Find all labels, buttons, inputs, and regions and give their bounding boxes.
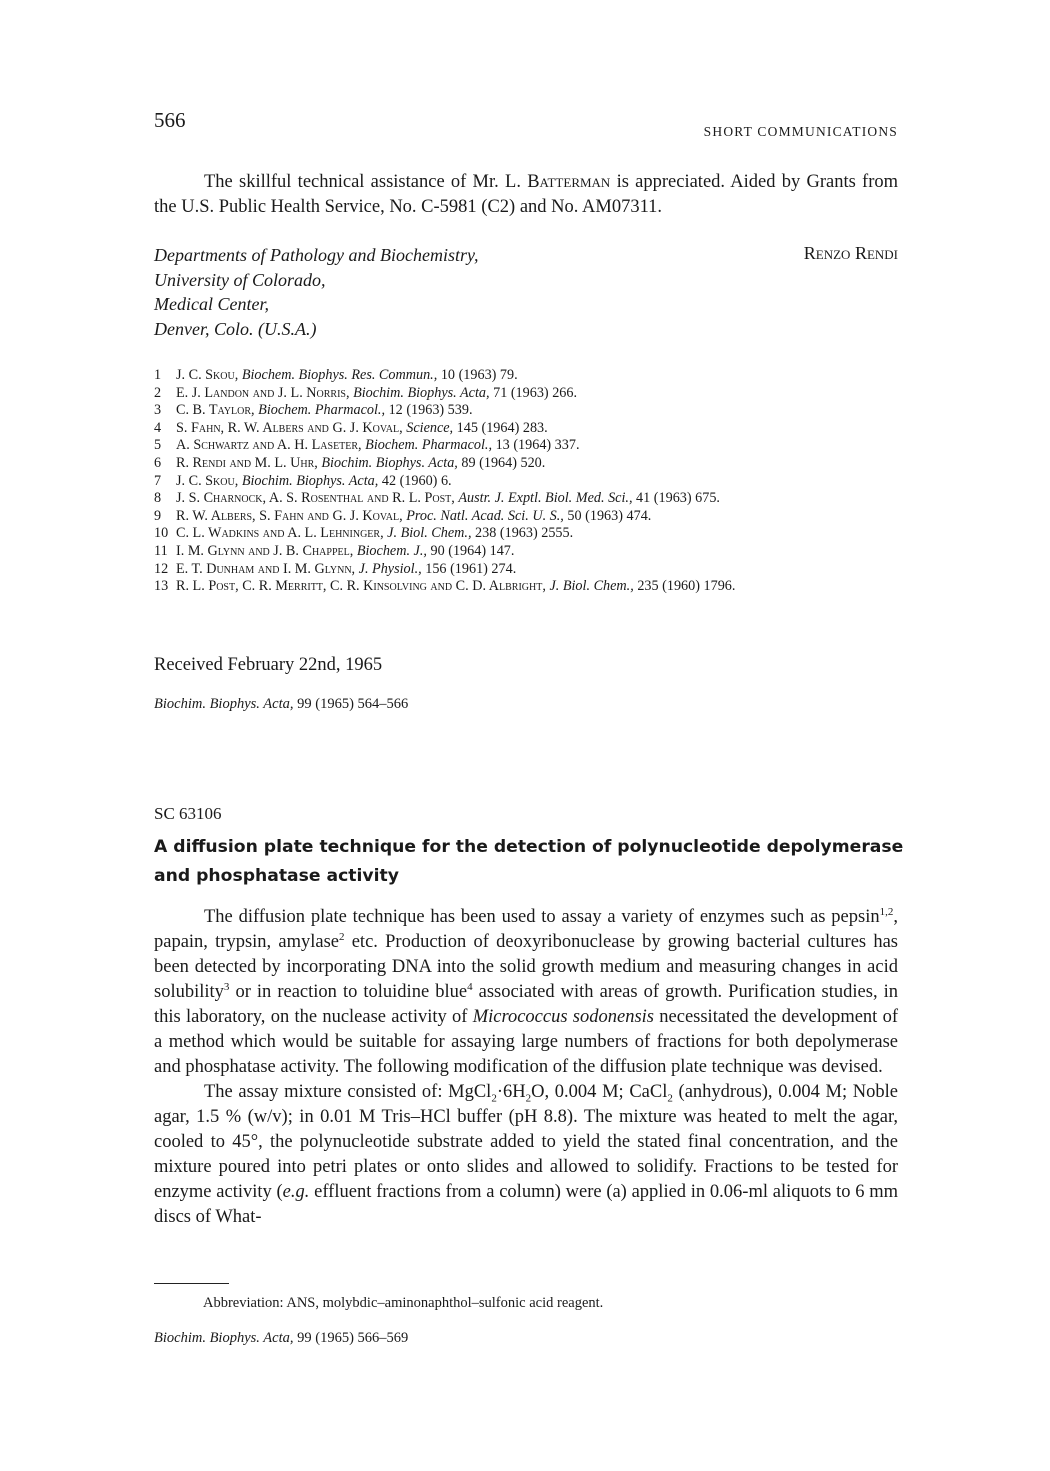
reference-number: 11 [154, 542, 168, 559]
article-code: SC 63106 [154, 804, 222, 823]
article-title: A diffusion plate technique for the detection of polynucleotide depolymerase and phosphatase activity [154, 837, 904, 886]
reference-number: 4 [154, 419, 162, 436]
reference-journal: Biochem. Pharmacol., [258, 402, 386, 419]
author-name: Renzo Rendi [803, 243, 898, 263]
reference-details: 90 (1964) 147. [430, 542, 515, 559]
reference-number: 10 [154, 525, 169, 542]
body-paragraph-1: The diffusion plate technique has been used to assay a variety of enzymes such as pepsin$^{1,2}$, papain, trypsin, amylase$^2$ etc. Production of deoxyribonuclease by growing bacterial cultures has been detected by incorporating DNA into the solid growth medium and measuring changes in acid solubility$^3$ or in reaction to toluidine blue$^4$ associated with areas of growth. Purification studies, in this laboratory, on the nuclease activity of Micrococcus sodonensis necessitated the development of a method which would be suitable for assaying large numbers of fractions for both depolymerase and phosphatase activity. The following modification of the diffusion plate technique was devised. [154, 905, 899, 1077]
reference-authors: A. Schwartz and A. H. Laseter, [176, 437, 362, 454]
reference-authors: R. L. Post, C. R. Merritt, C. R. Kinsolving and C. D. Albright, [176, 578, 546, 595]
reference-details: 235 (1960) 1796. [637, 578, 736, 595]
reference-authors: R. W. Albers, S. Fahn and G. J. Koval, [176, 507, 403, 524]
reference-journal: Biochim. Biophys. Acta, [321, 454, 458, 471]
received-date: Received February 22nd, 1965 [154, 655, 383, 675]
reference-journal: Biochem. Biophys. Res. Commun., [241, 367, 438, 383]
reference-item [154, 455, 898, 473]
journal-citation-current: Biochim. Biophys. Acta, 99 (1965) 566–569 [154, 1330, 409, 1346]
reference-item [154, 385, 898, 403]
reference-item [154, 561, 898, 579]
acknowledged-person: Batterman [527, 172, 611, 192]
acknowledgement: The skillful technical assistance of Mr. L. Batterman is appreciated. Aided by Grants from the U.S. Public Health Service, No. C-5981 (C2) and No. AM07311. [154, 172, 898, 217]
reference-authors: J. S. Charnock, A. S. Rosenthal and R. L. Post, [176, 490, 455, 507]
organism-name: Micrococcus sodonensis [472, 1007, 655, 1027]
running-head: SHORT COMMUNICATIONS [703, 124, 898, 139]
reference-number: 1 [154, 367, 162, 383]
reference-authors: R. Rendi and M. L. Uhr, [176, 454, 318, 471]
reference-number: 8 [154, 490, 162, 507]
reference-authors: C. B. Taylor, [176, 402, 255, 419]
reference-item [154, 402, 898, 420]
reference-item [154, 578, 898, 596]
reference-authors: I. M. Glynn and J. B. Chappel, [176, 542, 354, 559]
reference-details: 238 (1963) 2555. [475, 525, 574, 542]
reference-number: 9 [154, 507, 162, 524]
reference-authors: J. C. Skou, [176, 472, 239, 489]
reference-details: 12 (1963) 539. [388, 402, 473, 419]
reference-details: 41 (1963) 675. [636, 490, 720, 507]
reference-authors: J. C. Skou, [176, 367, 239, 383]
reference-details: 42 (1960) 6. [381, 472, 452, 489]
reference-details: 89 (1964) 520. [461, 454, 546, 471]
affiliation: Departments of Pathology and Biochemistry, University of Colorado, Medical Center, Denver, Colo. (U.S.A.) [154, 245, 479, 339]
reference-details: 71 (1963) 266. [493, 384, 578, 401]
article-body [154, 905, 898, 1230]
reference-details: 145 (1964) 283. [456, 419, 548, 436]
reference-item [154, 543, 898, 561]
reference-details: 13 (1964) 337. [495, 437, 580, 454]
reference-journal: Biochim. Biophys. Acta, [353, 384, 490, 401]
reference-item [154, 525, 898, 543]
reference-item [154, 508, 898, 526]
body-paragraph-2: The assay mixture consisted of: $MgCl_2\cdot 6H_2O$, 0.004 M; CaCl$_2$ (anhydrous), 0.004 M; Noble agar, 1.5 % (w/v); in 0.01 M Tris–HCl buffer (pH 8.8). The mixture was heated to melt the agar, cooled to 45°, the polynucleotide substrate added to yield the stated final concentration, and the mixture poured into petri plates or onto slides and allowed to solidify. Fractions to be tested for enzyme activity (e.g. effluent fractions from a column) were (a) applied in 0.06-ml aliquots to 6 mm discs of What- [154, 1082, 898, 1227]
reference-list [154, 367, 898, 596]
reference-item [154, 420, 898, 438]
reference-number: 3 [154, 402, 162, 419]
reference-item [154, 473, 898, 491]
reference-number: 7 [154, 472, 162, 489]
reference-details: 50 (1963) 474. [567, 507, 652, 524]
reference-journal: Biochem. J., [356, 542, 427, 559]
reference-details: 10 (1963) 79. [440, 367, 518, 383]
reference-authors: S. Fahn, R. W. Albers and G. J. Koval, [176, 419, 403, 436]
footnote-rule [154, 1283, 229, 1284]
reference-journal: Biochim. Biophys. Acta, [241, 472, 379, 489]
reference-journal: Proc. Natl. Acad. Sci. U. S., [406, 507, 564, 524]
journal-citation-previous: Biochim. Biophys. Acta, 99 (1965) 564–566 [154, 696, 409, 712]
reference-item [154, 490, 898, 508]
page-number: 566 [154, 108, 186, 132]
reference-number: 6 [154, 454, 162, 471]
reference-details: 156 (1961) 274. [425, 560, 517, 577]
reference-journal: J. Physiol., [358, 560, 422, 577]
reference-item [154, 367, 898, 385]
reference-authors: E. T. Dunham and I. M. Glynn, [176, 560, 356, 577]
reference-number: 2 [154, 384, 162, 401]
reference-journal: Biochem. Pharmacol., [365, 437, 493, 454]
reference-item [154, 437, 898, 455]
reference-number: 13 [154, 578, 169, 595]
reference-journal: J. Biol. Chem., [549, 578, 634, 595]
reference-authors: C. L. Wadkins and A. L. Lehninger, [176, 525, 384, 542]
reference-journal: Science, [406, 419, 454, 436]
reference-number: 5 [154, 437, 162, 454]
reference-journal: J. Biol. Chem., [387, 525, 472, 542]
reference-authors: E. J. Landon and J. L. Norris, [176, 384, 350, 401]
reference-number: 12 [154, 560, 169, 577]
reference-journal: Austr. J. Exptl. Biol. Med. Sci., [458, 490, 633, 507]
footnote: Abbreviation: ANS, molybdic–aminonaphthol–sulfonic acid reagent. [203, 1295, 604, 1311]
